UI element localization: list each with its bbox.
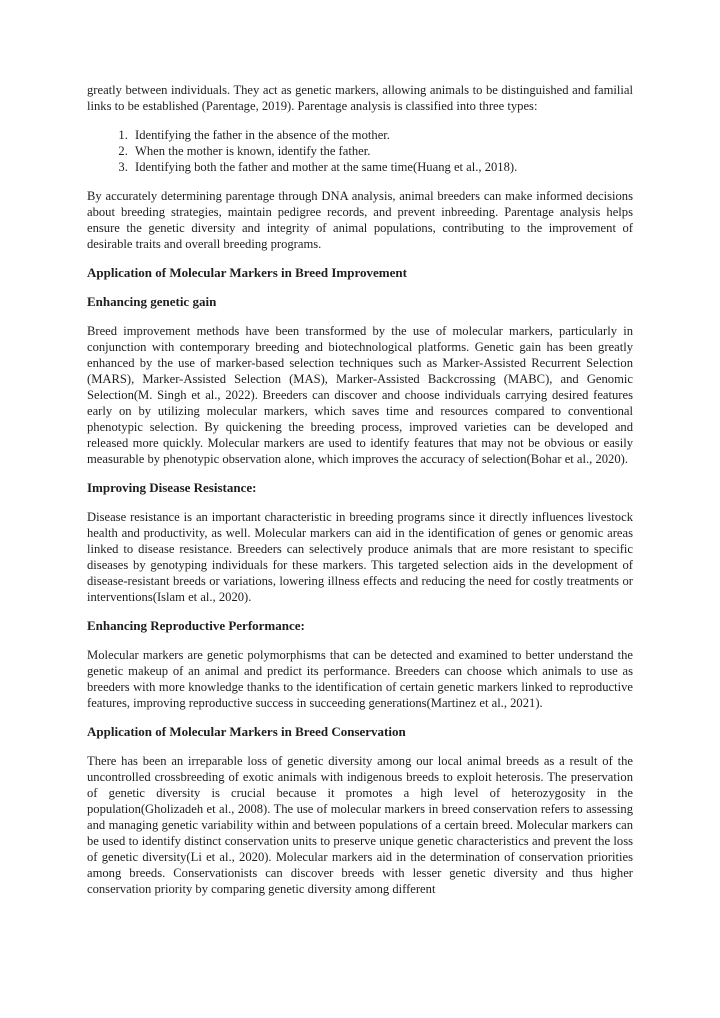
subsection-heading-genetic-gain: Enhancing genetic gain [87, 294, 217, 309]
section-heading-breed-conservation: Application of Molecular Markers in Breed Conservation [87, 724, 406, 739]
body-paragraph-intro: greatly between individuals. They act as genetic markers, allowing animals to be distinguished and familial links to be established (Parentage, 2019). Parentage analysis is classified into three types: [87, 83, 633, 113]
body-paragraph-genetic-gain: Breed improvement methods have been transformed by the use of molecular markers, particularly in conjunction with contemporary breeding and biotechnological platforms. Genetic gain has been greatly enhanced by the use of marker-based selection techniques such as Marker-Assisted Recurrent Selection (MARS), Marker-Assisted Selection (MAS), Marker-Assisted Backcrossing (MABC), and Genomic Selection(M. Singh et al., 2022). Breeders can discover and choose individuals carrying desired features early on by utilizing molecular markers, which saves time and resources compared to conventional phenotypic selection. By quickening the breeding process, improved varieties can be developed and released more quickly. Molecular markers are used to identify features that may not be obvious or easily measurable by phenotypic observation alone, which improves the accuracy of selection(Bohar et al., 2020). [87, 324, 633, 466]
body-paragraph-reproductive-performance: Molecular markers are genetic polymorphisms that can be detected and examined to better understand the genetic makeup of an animal and predict its performance. Breeders can choose which animals to use as breeders with more knowledge thanks to the identification of certain genetic markers linked to reproductive features, improving reproductive success in succeeding generations(Martinez et al., 2021). [87, 648, 633, 710]
body-paragraph-breed-conservation: There has been an irreparable loss of genetic diversity among our local animal breeds as a result of the uncontrolled crossbreeding of exotic animals with indigenous breeds to exploit heterosis. The preservation of genetic diversity is crucial because it promotes a high level of heterozygosity in the population(Gholizadeh et al., 2008). The use of molecular markers in breed conservation refers to assessing and managing genetic variability within and between populations of a certain breed. Molecular markers can be used to identify distinct conservation units to preserve unique genetic characteristics and prevent the loss of genetic diversity(Li et al., 2020). Molecular markers aid in the determination of conservation priorities among breeds. Conservationists can discover breeds with lesser genetic diversity and thus higher conservation priority by comparing genetic diversity among different [87, 754, 633, 896]
page-content [87, 82, 633, 897]
body-paragraph-parentage: By accurately determining parentage through DNA analysis, animal breeders can make informed decisions about breeding strategies, maintain pedigree records, and prevent inbreeding. Parentage analysis helps ensure the genetic diversity and integrity of animal populations, contributing to the improvement of desirable traits and overall breeding programs. [87, 189, 633, 251]
list-item-3: 3. Identifying both the father and mother at the same time(Huang et al., 2018). [131, 159, 633, 175]
subsection-heading-reproductive-performance: Enhancing Reproductive Performance: [87, 618, 305, 633]
body-paragraph-disease-resistance: Disease resistance is an important characteristic in breeding programs since it directly influences livestock health and productivity, as well. Molecular markers can aid in the identification of genes or genomic areas linked to disease resistance. Breeders can selectively produce animals that are more resistant to specific diseases by genotyping individuals for these markers. This targeted selection aids in the development of disease-resistant breeds or variations, lowering illness effects and reducing the need for costly treatments or interventions(Islam et al., 2020). [87, 510, 633, 604]
list-item-1: 1. Identifying the father in the absence of the mother. [131, 127, 633, 143]
parentage-types-list [87, 127, 633, 175]
list-item-2: 2. When the mother is known, identify the father. [131, 143, 633, 159]
section-heading-breed-improvement: Application of Molecular Markers in Breed Improvement [87, 265, 407, 280]
subsection-heading-disease-resistance: Improving Disease Resistance: [87, 480, 257, 495]
